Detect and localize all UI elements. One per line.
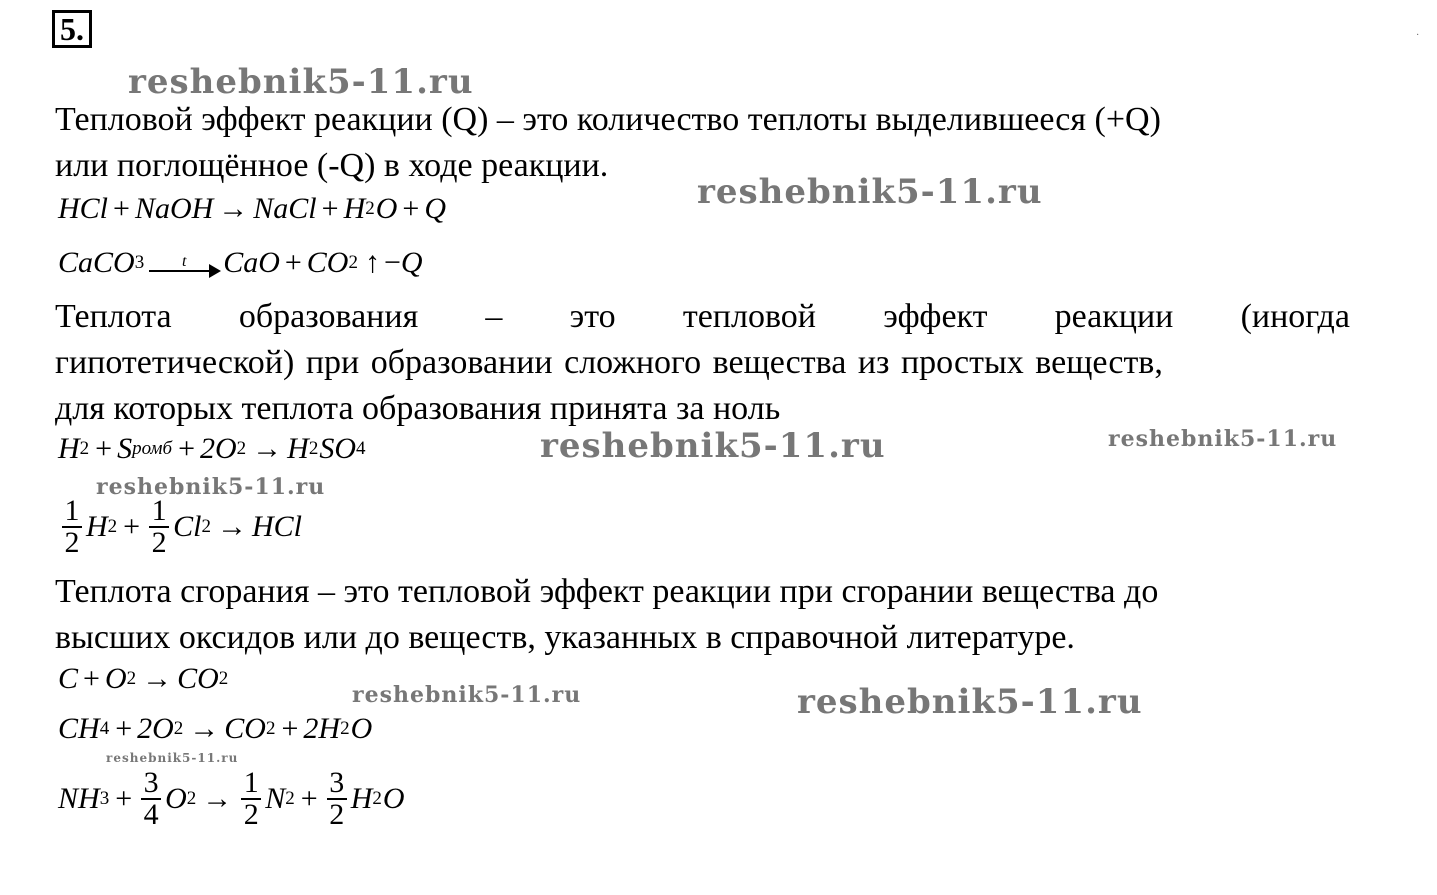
numerator: 1	[151, 494, 167, 527]
formula-term: H	[86, 510, 108, 543]
formula-term: 2O	[137, 712, 174, 745]
subscript: ромб	[132, 438, 173, 459]
formula-term: Q	[400, 246, 423, 279]
definition-heat-formation	[55, 294, 1350, 432]
denominator: 2	[64, 526, 80, 559]
subscript: 3	[134, 252, 145, 273]
definition-heat-combustion	[55, 569, 1350, 661]
subscript: 2	[201, 516, 211, 537]
watermark-8: reshebnik5-11.ru	[106, 751, 239, 765]
task-number: 5.	[52, 10, 92, 48]
plus-sign: +	[113, 192, 130, 225]
equation-hcl-formation	[58, 496, 302, 558]
watermark-2: reshebnik5-11.ru	[697, 172, 1043, 212]
word: это	[569, 298, 616, 335]
equation-h2so4-formation	[58, 432, 367, 466]
subscript: 2	[236, 438, 247, 459]
watermark-5: reshebnik5-11.ru	[96, 474, 326, 500]
reaction-arrow: →	[202, 782, 233, 815]
watermark-3: reshebnik5-11.ru	[540, 426, 886, 466]
word: Теплота	[55, 298, 172, 335]
subscript: 2	[126, 668, 137, 689]
fraction	[241, 768, 261, 830]
subscript: 2	[372, 788, 382, 809]
reaction-arrow: →	[218, 192, 249, 225]
subscript: 2	[173, 718, 184, 739]
formula-term: O	[165, 782, 187, 815]
word: –	[485, 298, 503, 335]
equation-hcl-naoh	[58, 192, 446, 226]
formula-term: CO	[306, 246, 349, 279]
formula-term: CaO	[223, 246, 280, 279]
subscript: 3	[99, 788, 110, 809]
condition-label: t	[181, 253, 187, 270]
reaction-arrow: →	[189, 712, 220, 745]
subscript: 2	[186, 788, 197, 809]
text-line: для которых теплота образования принята за ноль	[55, 390, 781, 427]
denominator: 4	[143, 798, 159, 831]
reaction-arrow: →	[252, 432, 283, 465]
numerator: 1	[64, 494, 80, 527]
formula-term: Cl	[173, 510, 202, 543]
plus-sign: +	[115, 782, 133, 815]
subscript: 2	[365, 198, 375, 219]
word: эффект	[883, 298, 988, 335]
denominator: 2	[243, 798, 259, 831]
plus-sign: +	[281, 712, 299, 745]
plus-sign: +	[300, 782, 318, 815]
formula-term: NaCl	[253, 192, 317, 225]
watermark-6: reshebnik5-11.ru	[352, 682, 582, 708]
fraction	[141, 768, 161, 830]
text-line: высших оксидов или до веществ, указанных в справочной литературе.	[55, 619, 1075, 656]
formula-term: H	[287, 432, 309, 465]
formula-term: NH	[58, 782, 100, 815]
word: реакции	[1054, 298, 1174, 335]
subscript: 2	[340, 718, 350, 739]
word: тепловой	[682, 298, 816, 335]
formula-term: O	[382, 782, 405, 815]
formula-term: H	[343, 192, 366, 225]
formula-term: 2O	[199, 432, 237, 465]
formula-term: H	[350, 782, 373, 815]
subscript: 2	[308, 438, 319, 459]
plus-sign: +	[178, 432, 195, 465]
formula-term: O	[104, 662, 127, 695]
word: образования	[238, 298, 419, 335]
formula-term: 2H	[303, 712, 341, 745]
subscript: 2	[265, 718, 276, 739]
watermark-1: reshebnik5-11.ru	[128, 62, 474, 102]
denominator: 2	[329, 798, 345, 831]
minus-sign: −	[383, 246, 401, 279]
subscript: 4	[99, 718, 110, 739]
heating-arrow	[149, 254, 219, 272]
text-line: Теплота сгорания – это тепловой эффект реакции при сгорании вещества до	[55, 573, 1159, 610]
stray-dot: ·	[1416, 30, 1420, 41]
plus-sign: +	[95, 432, 113, 465]
numerator: 3	[329, 766, 345, 799]
formula-term: H	[58, 432, 80, 465]
formula-term: CO	[224, 712, 266, 745]
formula-term: SO	[319, 432, 356, 465]
formula-term: Q	[424, 192, 446, 225]
subscript: 2	[218, 668, 229, 689]
equation-caco3-decomposition	[58, 246, 423, 280]
text-line: Тепловой эффект реакции (Q) – это количество теплоты выделившееся (+Q)	[55, 101, 1161, 138]
plus-sign: +	[402, 192, 420, 225]
formula-term: CaCO	[58, 246, 135, 279]
formula-term: S	[117, 432, 133, 465]
text-line: или поглощённое (-Q) в ходе реакции.	[55, 147, 609, 184]
subscript: 2	[348, 252, 358, 273]
text-line: гипотетической) при образовании сложного вещества из простых веществ,	[55, 344, 1163, 381]
reaction-arrow: →	[142, 662, 173, 695]
formula-term: CO	[177, 662, 219, 695]
numerator: 3	[143, 766, 159, 799]
text-line	[55, 294, 1350, 340]
word: (иногда	[1240, 298, 1350, 335]
subscript: 2	[79, 438, 90, 459]
formula-term: O	[350, 712, 373, 745]
formula-term: C	[58, 662, 79, 695]
arrow-line	[149, 270, 219, 272]
definition-heat-effect	[55, 97, 1350, 189]
formula-term: N	[265, 782, 286, 815]
plus-sign: +	[115, 712, 133, 745]
plus-sign: +	[123, 510, 141, 543]
plus-sign: +	[83, 662, 100, 695]
formula-term: HCl	[251, 510, 302, 543]
formula-term: HCl	[58, 192, 109, 225]
subscript: 2	[285, 788, 295, 809]
subscript: 2	[107, 516, 118, 537]
plus-sign: +	[284, 246, 302, 279]
reaction-arrow: →	[216, 510, 247, 543]
subscript: 4	[356, 438, 366, 459]
fraction	[149, 496, 169, 558]
fraction	[62, 496, 82, 558]
plus-sign: +	[321, 192, 339, 225]
watermark-7: reshebnik5-11.ru	[797, 682, 1143, 722]
formula-term: CH	[58, 712, 100, 745]
fraction	[327, 768, 347, 830]
equation-carbon-combustion	[58, 662, 229, 696]
equation-ammonia-combustion	[58, 768, 405, 830]
formula-term: O	[375, 192, 398, 225]
gas-arrow: ↑	[364, 246, 380, 279]
denominator: 2	[151, 526, 167, 559]
numerator: 1	[243, 766, 259, 799]
equation-methane-combustion	[58, 712, 372, 746]
watermark-4: reshebnik5-11.ru	[1108, 426, 1338, 452]
formula-term: NaOH	[134, 192, 214, 225]
